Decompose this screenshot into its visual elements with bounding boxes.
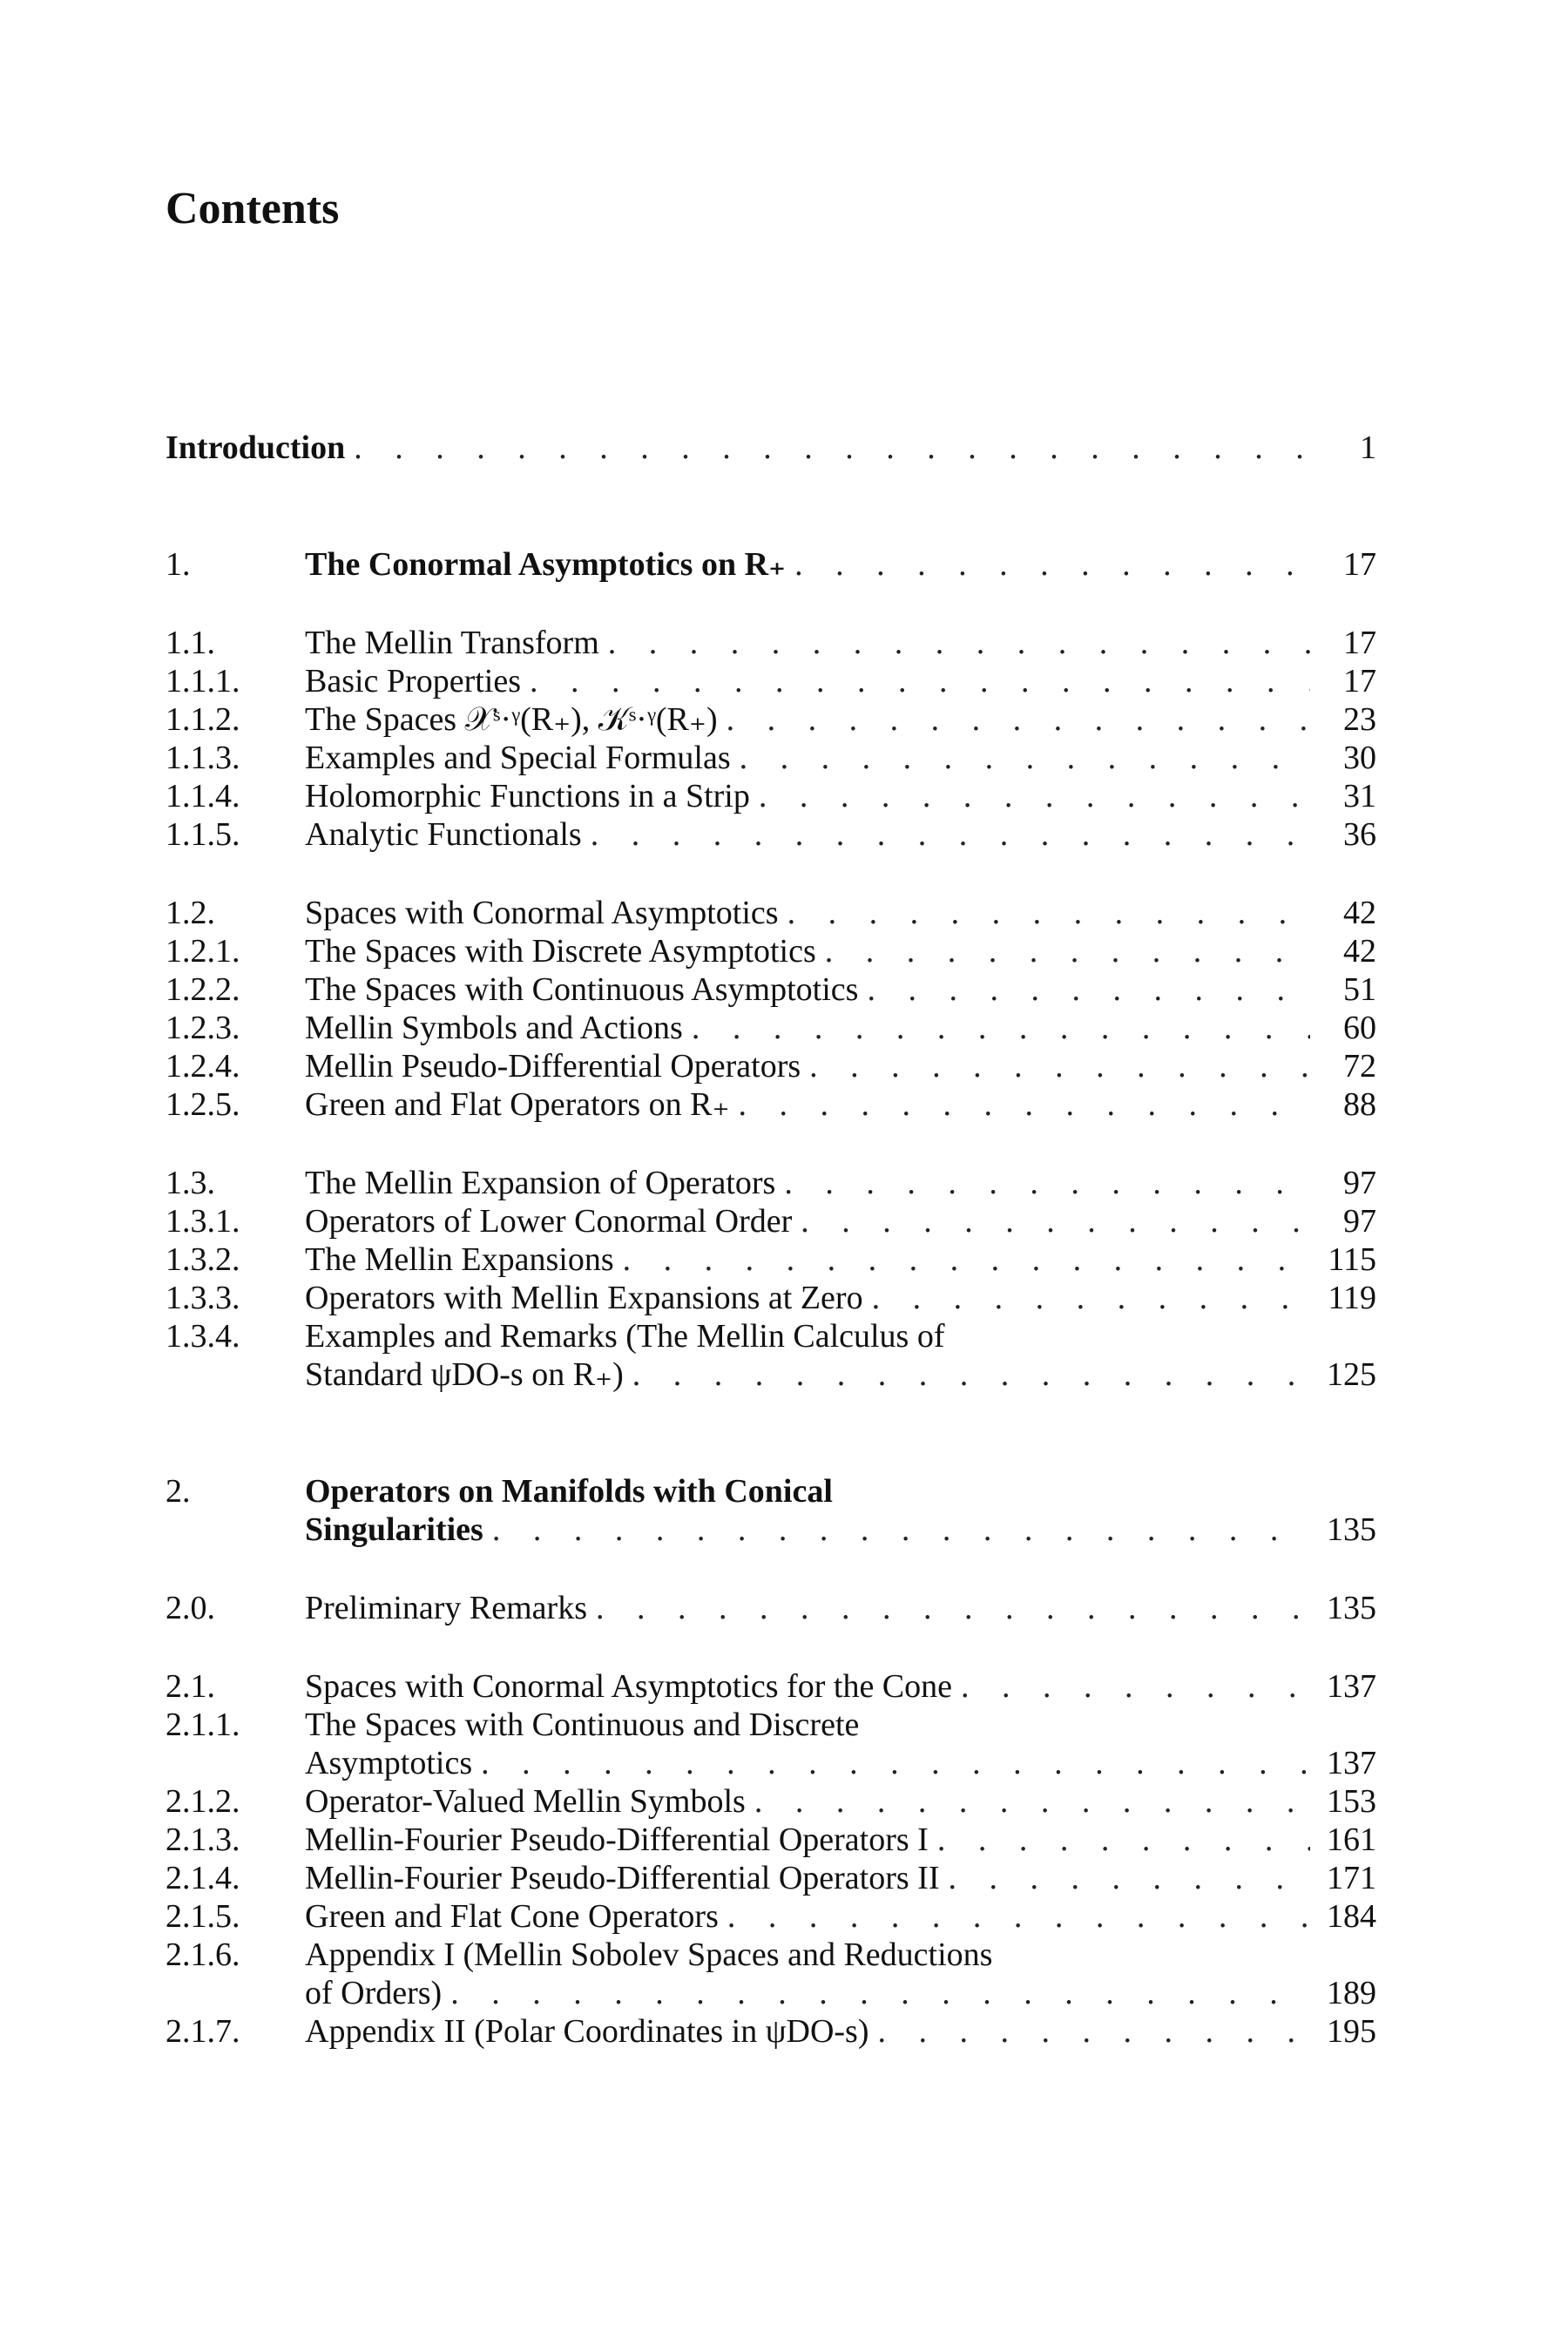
toc-entry-1-2-2[interactable] bbox=[166, 970, 1376, 1009]
dot-leader bbox=[878, 2012, 1310, 2051]
toc-entry-number: 2.1.4. bbox=[166, 1860, 240, 1896]
toc-entry-number: 1.1.2. bbox=[166, 701, 240, 738]
toc-entry-1-1-3[interactable] bbox=[166, 739, 1376, 777]
toc-entry-number: 2.1.3. bbox=[166, 1821, 240, 1858]
toc-entry-title: Basic Properties bbox=[305, 663, 522, 700]
toc-entry-page: 31 bbox=[1343, 778, 1376, 814]
toc-entry-chapter-2-line1[interactable] bbox=[166, 1472, 1376, 1511]
dot-leader bbox=[948, 1859, 1310, 1897]
toc-entry-page: 17 bbox=[1343, 625, 1376, 661]
toc-entry-2-1-1-line2[interactable] bbox=[166, 1744, 1376, 1782]
toc-entry-1-3-3[interactable] bbox=[166, 1279, 1376, 1317]
toc-entry-title: Holomorphic Functions in a Strip bbox=[305, 778, 750, 814]
toc-entry-title: The Mellin Expansions bbox=[305, 1241, 614, 1278]
toc-entry-number: 1.3. bbox=[166, 1165, 215, 1201]
toc-entry-title: The Spaces with Continuous and Discrete bbox=[305, 1707, 860, 1743]
toc-entry-title: Appendix II (Polar Coordinates in ψDO-s) bbox=[305, 2013, 869, 2050]
toc-entry-2-1-2[interactable] bbox=[166, 1782, 1376, 1821]
dot-leader bbox=[591, 815, 1310, 854]
toc-entry-page: 189 bbox=[1327, 1975, 1376, 2011]
dot-leader bbox=[937, 1821, 1310, 1859]
dot-leader bbox=[623, 1240, 1310, 1279]
dot-leader bbox=[740, 739, 1310, 777]
toc-entry-1-1[interactable] bbox=[166, 624, 1376, 662]
toc-entry-title: Appendix I (Mellin Sobolev Spaces and Reductions bbox=[305, 1936, 993, 1973]
toc-entry-page: 97 bbox=[1343, 1165, 1376, 1201]
toc-entry-1-3-1[interactable] bbox=[166, 1202, 1376, 1240]
toc-entry-page: 72 bbox=[1343, 1048, 1376, 1085]
toc-entry-number: 1.1.3. bbox=[166, 740, 240, 776]
toc-entry-chapter-2-line2[interactable] bbox=[166, 1511, 1376, 1549]
toc-entry-1-3-4-line2[interactable] bbox=[166, 1355, 1376, 1394]
toc-entry-chapter-1[interactable] bbox=[166, 545, 1376, 584]
toc-entry-title: The Mellin Expansion of Operators bbox=[305, 1165, 776, 1201]
toc-entry-page: 97 bbox=[1343, 1203, 1376, 1240]
toc-entry-number: 1.1.1. bbox=[166, 663, 240, 700]
toc-entry-number: 1.3.2. bbox=[166, 1241, 240, 1278]
dot-leader bbox=[801, 1202, 1310, 1240]
toc-entry-title: Operators on Manifolds with Conical bbox=[305, 1473, 833, 1510]
toc-entry-title: Introduction bbox=[166, 429, 346, 466]
dot-leader bbox=[809, 1047, 1310, 1085]
toc-entry-number: 1.1.5. bbox=[166, 816, 240, 853]
toc-entry-title: Examples and Special Formulas bbox=[305, 740, 731, 776]
toc-entry-1-3-2[interactable] bbox=[166, 1240, 1376, 1279]
toc-entry-title: The Conormal Asymptotics on R₊ bbox=[305, 546, 787, 583]
toc-entry-number: 2.1.1. bbox=[166, 1707, 240, 1743]
toc-entry-number: 2.1.7. bbox=[166, 2013, 240, 2050]
toc-entry-2-1-4[interactable] bbox=[166, 1859, 1376, 1897]
toc-entry-page: 115 bbox=[1328, 1241, 1376, 1278]
toc-entry-number: 2.1.5. bbox=[166, 1898, 240, 1935]
dot-leader bbox=[754, 1782, 1310, 1821]
toc-entry-title: Mellin-Fourier Pseudo-Differential Operators II bbox=[305, 1860, 940, 1896]
toc-entry-number: 1.3.3. bbox=[166, 1280, 240, 1316]
toc-entry-title: Green and Flat Operators on R₊ bbox=[305, 1086, 730, 1123]
toc-entry-number: 1.2. bbox=[166, 895, 215, 931]
toc-entry-1-1-4[interactable] bbox=[166, 777, 1376, 815]
toc-entry-number: 1.3.4. bbox=[166, 1318, 240, 1355]
dot-leader bbox=[354, 429, 1310, 467]
toc-entry-number: 1. bbox=[166, 546, 191, 583]
toc-entry-page: 161 bbox=[1327, 1821, 1376, 1858]
toc-entry-page: 1 bbox=[1360, 429, 1376, 466]
toc-entry-1-1-2[interactable] bbox=[166, 700, 1376, 739]
toc-entry-number: 1.1.4. bbox=[166, 778, 240, 814]
dot-leader bbox=[759, 777, 1310, 815]
toc-entry-2-0[interactable] bbox=[166, 1589, 1376, 1627]
dot-leader bbox=[632, 1355, 1310, 1394]
toc-entry-introduction[interactable] bbox=[166, 429, 1376, 467]
dot-leader bbox=[739, 1085, 1310, 1124]
dot-leader bbox=[608, 624, 1310, 662]
toc-entry-title: Analytic Functionals bbox=[305, 816, 582, 853]
toc-entry-number: 1.3.1. bbox=[166, 1203, 240, 1240]
toc-entry-number: 2.1.6. bbox=[166, 1936, 240, 1973]
toc-entry-title: Green and Flat Cone Operators bbox=[305, 1898, 719, 1935]
toc-entry-page: 30 bbox=[1343, 740, 1376, 776]
toc-entry-1-2-3[interactable] bbox=[166, 1009, 1376, 1047]
dot-leader bbox=[692, 1009, 1310, 1047]
toc-entry-2-1[interactable] bbox=[166, 1667, 1376, 1706]
toc-entry-page: 195 bbox=[1327, 2013, 1376, 2050]
toc-entry-2-1-5[interactable] bbox=[166, 1897, 1376, 1936]
toc-entry-page: 51 bbox=[1343, 971, 1376, 1008]
toc-entry-title: The Spaces with Continuous Asymptotics bbox=[305, 971, 859, 1008]
toc-entry-2-1-3[interactable] bbox=[166, 1821, 1376, 1859]
toc-entry-page: 42 bbox=[1343, 933, 1376, 970]
dot-leader bbox=[492, 1511, 1310, 1549]
toc-entry-title: Operators with Mellin Expansions at Zero bbox=[305, 1280, 863, 1316]
toc-entry-page: 36 bbox=[1343, 816, 1376, 853]
page-title: Contents bbox=[166, 184, 340, 233]
dot-leader bbox=[450, 1974, 1310, 2012]
toc-entry-title: Mellin Pseudo-Differential Operators bbox=[305, 1048, 801, 1085]
toc-entry-page: 137 bbox=[1327, 1668, 1376, 1705]
dot-leader bbox=[596, 1589, 1310, 1627]
toc-entry-title: Mellin-Fourier Pseudo-Differential Operators I bbox=[305, 1821, 929, 1858]
toc-entry-page: 153 bbox=[1327, 1783, 1376, 1820]
toc-entry-number: 2.1.2. bbox=[166, 1783, 240, 1820]
dot-leader bbox=[867, 970, 1310, 1009]
toc-entry-number: 1.2.3. bbox=[166, 1010, 240, 1046]
toc-entry-title: The Mellin Transform bbox=[305, 625, 599, 661]
toc-entry-number: 1.1. bbox=[166, 625, 215, 661]
toc-entry-number: 2. bbox=[166, 1473, 191, 1510]
toc-entry-1-3[interactable] bbox=[166, 1164, 1376, 1202]
dot-leader bbox=[530, 662, 1310, 700]
dot-leader bbox=[727, 700, 1310, 739]
toc-entry-number: 2.1. bbox=[166, 1668, 215, 1705]
toc-entry-page: 119 bbox=[1328, 1280, 1376, 1316]
toc-entry-page: 42 bbox=[1343, 895, 1376, 931]
toc-entry-page: 125 bbox=[1327, 1356, 1376, 1393]
dot-leader bbox=[794, 545, 1310, 584]
toc-entry-1-2[interactable] bbox=[166, 894, 1376, 932]
toc-entry-1-1-1[interactable] bbox=[166, 662, 1376, 700]
toc-entry-title: Operator-Valued Mellin Symbols bbox=[305, 1783, 746, 1820]
toc-entry-title: Mellin Symbols and Actions bbox=[305, 1010, 683, 1046]
toc-entry-2-1-6-line1[interactable] bbox=[166, 1936, 1376, 1974]
toc-entry-title: Examples and Remarks (The Mellin Calculus of bbox=[305, 1318, 945, 1355]
toc-entry-page: 60 bbox=[1343, 1010, 1376, 1046]
toc-entry-1-2-5[interactable] bbox=[166, 1085, 1376, 1124]
toc-entry-page: 137 bbox=[1327, 1745, 1376, 1781]
toc-entry-1-3-4-line1[interactable] bbox=[166, 1317, 1376, 1355]
toc-entry-number: 1.2.1. bbox=[166, 933, 240, 970]
toc-entry-2-1-1-line1[interactable] bbox=[166, 1706, 1376, 1744]
toc-entry-1-2-4[interactable] bbox=[166, 1047, 1376, 1085]
toc-entry-number: 1.2.4. bbox=[166, 1048, 240, 1085]
toc-entry-page: 135 bbox=[1327, 1511, 1376, 1548]
toc-entry-1-1-5[interactable] bbox=[166, 815, 1376, 854]
dot-leader bbox=[727, 1897, 1310, 1936]
toc-entry-number: 2.0. bbox=[166, 1590, 215, 1626]
toc-entry-title: Operators of Lower Conormal Order bbox=[305, 1203, 793, 1240]
toc-entry-number: 1.2.2. bbox=[166, 971, 240, 1008]
toc-entry-number: 1.2.5. bbox=[166, 1086, 240, 1123]
toc-entry-page: 135 bbox=[1327, 1590, 1376, 1626]
toc-entry-title: Spaces with Conormal Asymptotics for the Cone bbox=[305, 1668, 953, 1705]
toc-entry-title-continued: Singularities bbox=[305, 1511, 483, 1548]
toc-entry-page: 88 bbox=[1343, 1086, 1376, 1123]
toc-entry-title: Spaces with Conormal Asymptotics bbox=[305, 895, 779, 931]
dot-leader bbox=[787, 894, 1310, 932]
toc-entry-title-continued: Asymptotics bbox=[305, 1745, 473, 1781]
toc-entry-2-1-6-line2[interactable] bbox=[166, 1974, 1376, 2012]
toc-entry-title-continued: Standard ψDO-s on R₊) bbox=[305, 1356, 624, 1393]
toc-entry-title: The Spaces with Discrete Asymptotics bbox=[305, 933, 816, 970]
toc-entry-1-2-1[interactable] bbox=[166, 932, 1376, 970]
dot-leader bbox=[784, 1164, 1310, 1202]
toc-entry-page: 184 bbox=[1327, 1898, 1376, 1935]
toc-entry-page: 23 bbox=[1343, 701, 1376, 738]
toc-entry-title-continued: of Orders) bbox=[305, 1975, 443, 2011]
toc-entry-2-1-7[interactable] bbox=[166, 2012, 1376, 2051]
toc-entry-page: 17 bbox=[1343, 546, 1376, 583]
toc-entry-title: Preliminary Remarks bbox=[305, 1590, 587, 1626]
dot-leader bbox=[961, 1667, 1310, 1706]
toc-entry-page: 17 bbox=[1343, 663, 1376, 700]
dot-leader bbox=[481, 1744, 1310, 1782]
toc-entry-title: The Spaces 𝒳ˢ·ᵞ(R₊), 𝒦ˢ·ᵞ(R₊) bbox=[305, 701, 718, 738]
dot-leader bbox=[825, 932, 1310, 970]
toc-entry-page: 171 bbox=[1327, 1860, 1376, 1896]
dot-leader bbox=[872, 1279, 1310, 1317]
